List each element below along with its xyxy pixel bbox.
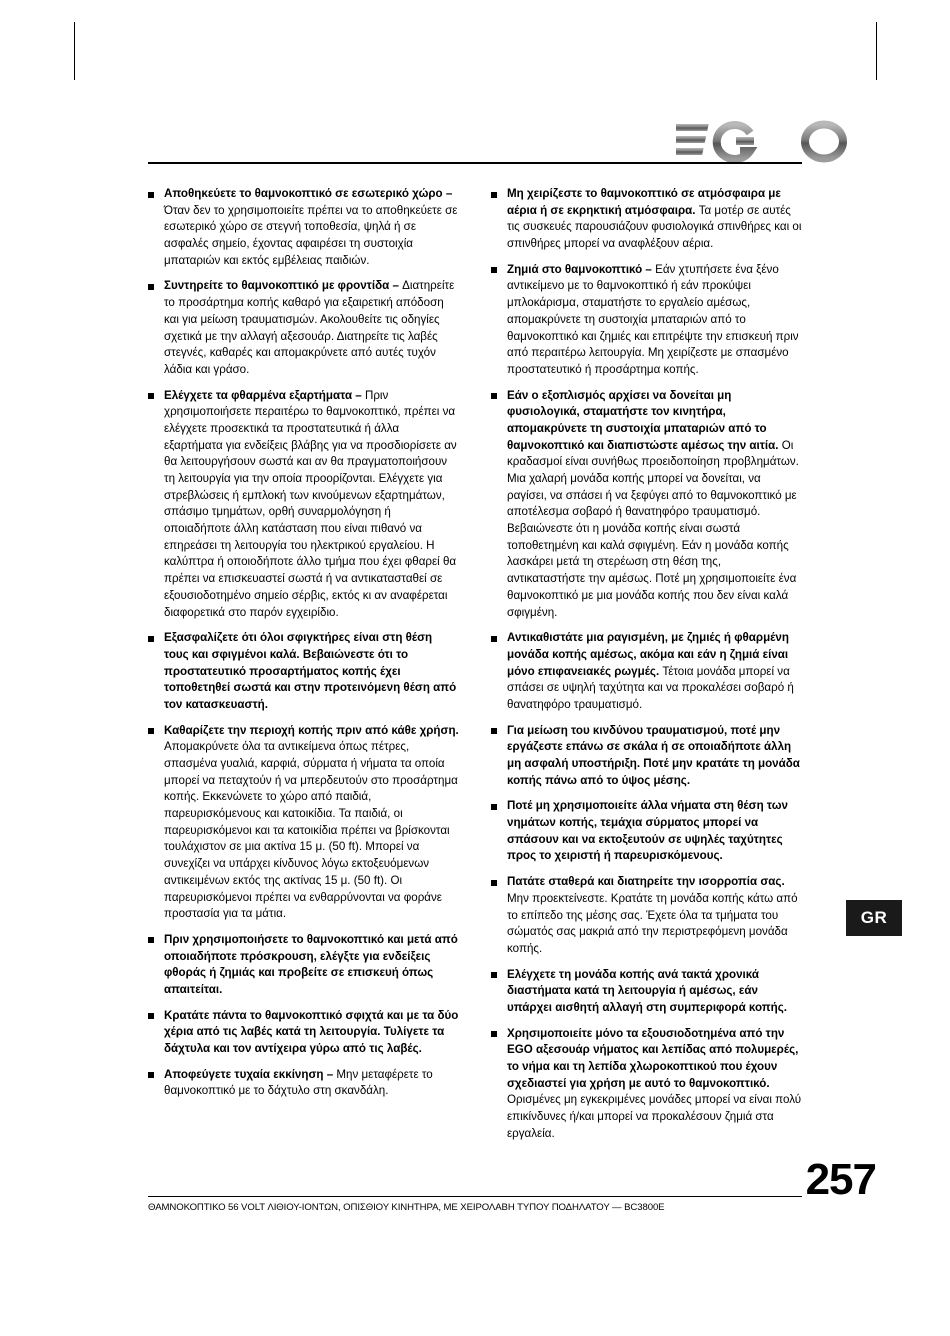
list-item [491, 1026, 802, 1143]
list-item [491, 388, 802, 622]
footer-rule [148, 1196, 802, 1197]
list-item-text: Τέτοια μονάδα μπορεί να σπάσει σε υψηλή ταχύτητα και να προκαλέσει σοβαρό ή θανατηφόρο τραυματισμό. [507, 664, 794, 711]
page-number: 257 [805, 1155, 876, 1204]
list-item [148, 278, 459, 378]
list-item-lead: Χρησιμοποιείτε μόνο τα εξουσιοδοτημένα από την EGO αξεσουάρ νήματος και λεπίδας από πολυμερές, το νήμα και τη λεπίδα χλωροκοπτικού που έχουν σχεδιαστεί για χρήση με αυτό το θαμνοκοπτικό. [507, 1026, 799, 1090]
list-item-lead: Καθαρίζετε την περιοχή κοπής πριν από κάθε χρήση. [164, 723, 459, 737]
list-item [148, 186, 459, 269]
list-item-lead: Εξασφαλίζετε ότι όλοι σφιγκτήρες είναι στη θέση τους και σφιγμένοι καλά. Βεβαιώνεστε ότι το προστατευτικό προσαρτήματος κοπής έχει τοποθετηθεί σωστά και στην προτεινόμενη θέση από τον κατασκευαστή. [164, 631, 457, 711]
ego-logo [676, 118, 876, 164]
list-item [491, 798, 802, 865]
list-item-lead: Μη χειρίζεστε το θαμνοκοπτικό σε ατμόσφαιρα με αέρια ή σε εκρηκτική ατμόσφαιρα. [507, 187, 781, 217]
list-item-text: Απομακρύνετε όλα τα αντικείμενα όπως πέτρες, σπασμένα γυαλιά, καρφιά, σύρματα ή νήματα τα οποία μπορεί να πεταχτούν ή να μπερδευτούν στο προσάρτημα κοπής. Εκκενώνετε το χώρο από παιδιά, παρευρισκόμενους και κατοικίδια. Τα παιδιά, οι παρευρισκόμενοι και τα κατοικίδια πρέπει να βρίσκονται τουλάχιστον σε μια ακτίνα 15 μ. (50 ft). Μπορεί να συνεχίζει να υπάρχει κίνδυνος λόγω εκτοξευόμενων αντικειμένων εκτός της ακτίνας 15 μ. (50 ft). Οι παρευρισκόμενοι πρέπει να ενθαρρύνονται να φοράνε προστασία για τα μάτια. [164, 740, 458, 921]
list-item-lead: Ποτέ μη χρησιμοποιείτε άλλα νήματα στη θέση των νημάτων κοπής, τεμάχια σύρματος μπορεί να σπάσουν και να εκτοξευτούν σε υψηλές ταχύτητες προς το χειριστή ή παρευρισκόμενους. [507, 799, 788, 863]
list-item-text: Εάν χτυπήσετε ένα ξένο αντικείμενο με το θαμνοκοπτικό ή εάν προκύψει μπλοκάρισμα, σταματήστε το εργαλείο αμέσως, απομακρύνετε τη συστοιχία μπαταριών από το θαμνοκοπτικό και ζημιές και επιτρέψτε την επισκευή πριν από περαιτέρω λειτουργία. Μη χειρίζεστε με σπασμένο προστατευτικό ή προσάρτημα κοπής. [507, 262, 799, 376]
list-item-text: Μην προεκτείνεστε. Κρατάτε τη μονάδα κοπής κάτω από το επίπεδο της μέσης σας. Έχετε όλα τα τμήματα του σώματός σας μακριά από την περιστρεφόμενη μονάδα κοπής. [507, 891, 798, 955]
language-tab: GR [846, 900, 902, 936]
list-item-text: Μην μεταφέρετε το θαμνοκοπτικό με το δάχτυλο στη σκανδάλη. [164, 1067, 433, 1098]
crop-mark-top-right [876, 22, 877, 80]
list-item-text: Πριν χρησιμοποιήσετε περαιτέρω το θαμνοκοπτικό, πρέπει να ελέγχετε προσεκτικά τα προστατευτικά ή άλλα εξαρτήματα για ενδείξεις βλάβης για να προσδιορίσετε αν θα λειτουργήσουν σωστά και αν θα πραγματοποιήσουν τη λειτουργία για την οποία προορίζονται. Ελέγχετε για στρεβλώσεις ή εμπλοκή των κινούμενων εξαρτημάτων, σπάσιμο τμημάτων, ορθή συναρμολόγηση ή οποιαδήποτε άλλη κατάσταση που είναι πιθανό να επηρεάσει τη λειτουργία του ηλεκτρικού εργαλείου. Η καλύπτρα ή οποιοδήποτε άλλο τμήμα που έχει φθαρεί θα πρέπει να επισκευαστεί σωστά ή να αντικατασταθεί σε εξουσιοδοτημένο σημείο σέρβις, εκτός κι αν αναφέρεται διαφορετικά στο παρόν εγχειρίδιο. [164, 388, 457, 619]
list-item [148, 1008, 459, 1058]
list-item [148, 932, 459, 999]
list-item-lead: Για μείωση του κινδύνου τραυματισμού, ποτέ μην εργάζεστε επάνω σε σκάλα ή σε οποιαδήποτε άλλη μη ασφαλή υποστήριξη. Ποτέ μην κρατάτε τη μονάδα κοπής πάνω από το ύψος μέσης. [507, 723, 800, 787]
list-item [491, 630, 802, 713]
list-item-lead: Ελέγχετε τα φθαρμένα εξαρτήματα – [164, 388, 365, 402]
list-item [491, 186, 802, 253]
list-item-text: Τα μοτέρ σε αυτές τις συσκευές παρουσιάζουν φυσιολογικά σπινθήρες και οι σπινθήρες μπορεί να αναφλέξουν αέρια. [507, 203, 802, 251]
right-column [491, 186, 802, 1151]
left-column [148, 186, 459, 1151]
list-item-lead: Αποθηκεύετε το θαμνοκοπτικό σε εσωτερικό χώρο – [164, 187, 453, 200]
page-footer [148, 1196, 802, 1213]
list-item-lead: Αντικαθιστάτε μια ραγισμένη, με ζημιές ή φθαρμένη μονάδα κοπής αμέσως, ακόμα και εάν η ζημιά είναι μόνο επιφανειακές ρωγμές. [507, 631, 789, 678]
list-item-text: Οι κραδασμοί είναι συνήθως προειδοποίηση προβλημάτων. Μια χαλαρή μονάδα κοπής μπορεί να δονείται, να ραγίσει, να σπάσει ή να ξεφύγει από το θαμνοκοπτικό με αποτέλεσμα σοβαρό ή θανατηφόρο τραυματισμό. Βεβαιώνεστε ότι η μονάδα κοπής είναι σωστά τοποθετημένη και καλά σφιγμένη. Εάν η μονάδα κοπής λασκάρει μετά τη στερέωση στη θέση της, αντικαταστήστε την αμέσως. Ποτέ μη χρησιμοποιείτε ένα θαμνοκοπτικό με μια μονάδα κοπής που δεν είναι καλά σφιγμένη. [507, 438, 799, 619]
list-item [491, 723, 802, 790]
list-item-lead: Εάν ο εξοπλισμός αρχίσει να δονείται μη φυσιολογικά, σταματήστε τον κινητήρα, απομακρύνετε τη συστοιχία μπαταριών από το θαμνοκοπτικό και διαπιστώστε αμέσως την αιτία. [507, 388, 782, 452]
list-item [148, 630, 459, 713]
right-bullet-list [491, 186, 802, 1142]
left-bullet-list [148, 186, 459, 1100]
list-item-lead: Κρατάτε πάντα το θαμνοκοπτικό σφιχτά και με τα δύο χέρια από τις λαβές κατά τη λειτουργία. Τυλίγετε τα δάχτυλα και τον αντίχειρα γύρω από τις λαβές. [164, 1008, 459, 1055]
list-item-lead: Πατάτε σταθερά και διατηρείτε την ισορροπία σας. [507, 875, 785, 889]
list-item [148, 723, 459, 923]
list-item-lead: Συντηρείτε το θαμνοκοπτικό με φροντίδα – [164, 279, 403, 293]
list-item-lead: Ζημιά στο θαμνοκοπτικό – [507, 262, 656, 276]
list-item [491, 262, 802, 379]
list-item-text: Διατηρείτε το προσάρτημα κοπής καθαρό για εξαιρετική απόδοση και για μείωση τραυματισμών. Ακολουθείτε τις οδηγίες σχετικά με την αλλαγή αξεσουάρ. Διατηρείτε τις λαβές στεγνές, καθαρές και απομακρύνετε από αυτές τυχόν λάδια και γράσο. [164, 279, 455, 376]
list-item-lead: Αποφεύγετε τυχαία εκκίνηση – [164, 1067, 337, 1081]
list-item-text: Ορισμένες μη εγκεκριμένες μονάδες μπορεί να είναι πολύ επικίνδυνες ή/και μπορεί να προκαλέσουν ζημιά στα εργαλεία. [507, 1093, 802, 1140]
list-item [491, 874, 802, 957]
body-columns [148, 186, 802, 1151]
list-item-lead: Ελέγχετε τη μονάδα κοπής ανά τακτά χρονικά διαστήματα κατά τη λειτουργία ή αμέσως, εάν υπάρχει αισθητή αλλαγή στη συμπεριφορά κοπής. [507, 967, 787, 1014]
list-item [491, 967, 802, 1017]
list-item [148, 1067, 459, 1100]
list-item [148, 388, 459, 622]
list-item-text: Όταν δεν το χρησιμοποιείτε πρέπει να το αποθηκεύετε σε εσωτερικό χώρο σε στεγνή τοποθεσία, ψηλά ή σε ασφαλές σημείο, έχοντας αφαιρέσει τη συστοιχία μπαταριών και εκτός εμβέλειας παιδιών. [164, 203, 458, 267]
crop-mark-top-left [74, 22, 75, 80]
list-item-lead: Πριν χρησιμοποιήσετε το θαμνοκοπτικό και μετά από οποιαδήποτε πρόσκρουση, ελέγξτε για ενδείξεις φθοράς ή ζημιάς και προβείτε σε επισκευή όπως απαιτείται. [164, 932, 458, 996]
header-rule [148, 162, 802, 164]
footer-text: ΘΑΜΝΟΚΟΠΤΙΚΟ 56 VOLT ΛΙΘΙΟΥ-ΙΟΝΤΩΝ, ΟΠΙΣΘΙΟΥ ΚΙΝΗΤΗΡΑ, ΜΕ ΧΕΙΡΟΛΑΒΗ ΤΥΠΟΥ ΠΟΔΗΛΑΤΟΥ — BC3800E [148, 1202, 665, 1213]
